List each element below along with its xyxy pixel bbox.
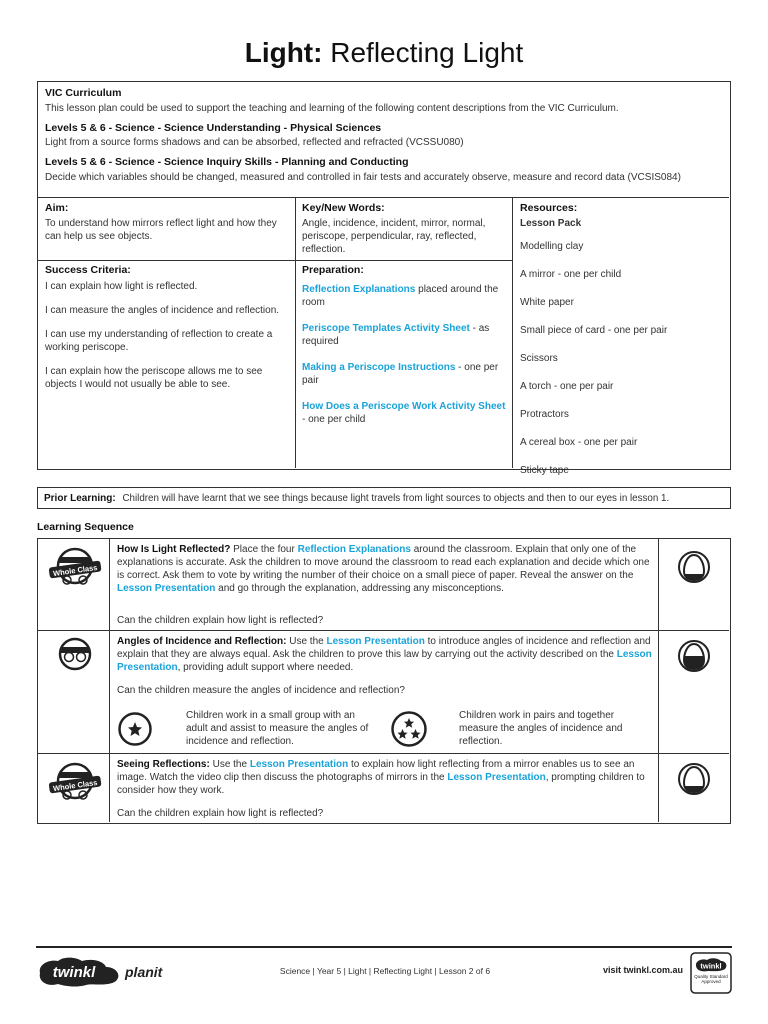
whole-class-badge-text: Whole Class	[52, 777, 98, 794]
whole-class-badge-text: Whole Class	[52, 562, 98, 579]
whole-class-icon	[47, 759, 103, 809]
success-criterion: I can explain how light is reflected.	[45, 280, 198, 292]
preparation-link[interactable]: Periscope Templates Activity Sheet	[302, 322, 470, 334]
footer-lesson-info: Science | Year 5 | Light | Reflecting Light | Lesson 2 of 6	[279, 966, 491, 976]
aim-section	[45, 202, 289, 243]
aim-text: To understand how mirrors reflect light and how they can help us see objects.	[45, 217, 277, 242]
assessment-question: Can the children measure the angles of incidence and reflection?	[117, 685, 405, 696]
preparation-heading: Preparation:	[302, 264, 364, 276]
lesson-presentation-link[interactable]: Lesson Presentation	[326, 636, 425, 647]
keywords-text: Angle, incidence, incident, mirror, normal, periscope, perpendicular, ray, reflected, reflection.	[302, 217, 486, 255]
preparation-item: Periscope Templates Activity Sheet - as required	[302, 322, 490, 347]
divider	[512, 197, 513, 468]
sequence-row-text: Seeing Reflections: Use the Lesson Presentation to explain how light reflecting from a mirror enables us to see an image. Watch the video clip then discuss the photographs of mirrors in the Lesson Presentation, prompting children to consider how they work.	[117, 759, 645, 796]
keywords-heading: Key/New Words:	[302, 202, 385, 214]
divider	[38, 753, 729, 754]
resource-item: White paper	[520, 296, 574, 308]
resource-item: Protractors	[520, 408, 569, 420]
success-criterion: I can explain how the periscope allows me to see objects I would not usually be able to see.	[45, 365, 263, 390]
success-criterion: I can use my understanding of reflection to create a working periscope.	[45, 328, 273, 353]
whole-class-icon	[47, 544, 103, 594]
three-star-icon	[390, 710, 428, 752]
resource-item: A mirror - one per child	[520, 268, 622, 280]
lesson-pack-link[interactable]: Lesson Pack	[520, 217, 582, 229]
quality-standard-badge	[690, 952, 732, 998]
lesson-presentation-link[interactable]: Lesson Presentation	[249, 759, 349, 770]
resource-item: Small piece of card - one per pair	[520, 324, 668, 336]
curriculum-item-text: Light from a source forms shadows and can be absorbed, reflected and refracted (VCSSU080)	[45, 137, 464, 149]
success-criterion: I can measure the angles of incidence and reflection.	[45, 304, 280, 316]
divider	[38, 197, 729, 198]
curriculum-item-text: Decide which variables should be changed, measured and controlled in fair tests and accurately observe, measure and record data (VCSIS084)	[45, 171, 681, 183]
divider	[658, 539, 659, 822]
preparation-link[interactable]: Making a Periscope Instructions	[302, 361, 456, 373]
lesson-presentation-link[interactable]: Lesson Presentation	[117, 583, 216, 594]
three-star-group-text: Children work in pairs and together measure the angles of incidence and reflection.	[459, 710, 623, 747]
resources-section	[520, 202, 725, 477]
prior-learning-box	[37, 487, 731, 509]
one-star-icon	[117, 711, 153, 751]
curriculum-item-heading: Levels 5 & 6 - Science - Science Understanding - Physical Sciences	[45, 121, 382, 134]
lesson-presentation-link[interactable]: Lesson Presentation	[117, 649, 652, 673]
resource-item: A torch - one per pair	[520, 380, 614, 392]
footer-rule	[36, 946, 732, 948]
curriculum-heading: VIC Curriculum	[45, 87, 122, 99]
lesson-presentation-link[interactable]: Lesson Presentation	[447, 772, 546, 783]
assessment-level-low-icon	[677, 759, 711, 803]
learning-sequence-heading: Learning Sequence	[37, 521, 134, 533]
resource-item: A cereal box - one per pair	[520, 436, 638, 448]
assessment-level-mid-icon	[677, 636, 711, 680]
twinkl-logo	[36, 955, 124, 991]
divider	[38, 630, 729, 631]
success-criteria-section	[45, 264, 289, 391]
planit-logo: planit	[125, 964, 163, 980]
divider	[295, 197, 296, 468]
badge-caption: Quality Standard Approved	[694, 974, 728, 984]
resources-heading: Resources:	[520, 202, 578, 214]
prior-learning-label: Prior Learning:	[44, 493, 116, 504]
resource-item: Sticky tape	[520, 464, 569, 476]
curriculum-item-heading: Levels 5 & 6 - Science - Science Inquiry Skills - Planning and Conducting	[45, 156, 409, 169]
preparation-item: Reflection Explanations placed around the room	[302, 283, 499, 308]
success-criteria-heading: Success Criteria:	[45, 264, 131, 276]
one-star-group-text: Children work in a small group with an adult and assist to measure the angles of incidence and reflection.	[186, 710, 369, 747]
prior-learning-text: Children will have learnt that we see things because light travels from light sources to objects and then to our eyes in lesson 1.	[122, 493, 670, 504]
resource-item: Scissors	[520, 352, 558, 364]
curriculum-section	[45, 87, 725, 184]
reflection-explanations-link[interactable]: Reflection Explanations	[297, 544, 411, 555]
preparation-link[interactable]: How Does a Periscope Work Activity Sheet	[302, 400, 506, 412]
twinkl-logo-text: twinkl	[52, 964, 96, 981]
preparation-item: Making a Periscope Instructions - one per pair	[302, 361, 499, 386]
lesson-overview-box	[37, 81, 731, 476]
sequence-row-text: Angles of Incidence and Reflection: Use the Lesson Presentation to introduce angles of incidence and reflection and explain that they are always equal. Ask the children to prove this law by carrying out the activity described on the Lesson Presentation, providing adult support where needed.	[117, 636, 652, 673]
svg-text:twinkl: twinkl	[700, 961, 722, 971]
assessment-question: Can the children explain how light is reflected?	[117, 615, 324, 626]
preparation-link[interactable]: Reflection Explanations	[302, 283, 416, 295]
footer-website-link[interactable]: visit twinkl.com.au	[602, 965, 683, 975]
preparation-item: How Does a Periscope Work Activity Sheet - one per child	[302, 400, 506, 425]
aim-heading: Aim:	[45, 202, 69, 214]
preparation-section	[302, 264, 506, 426]
curriculum-intro: This lesson plan could be used to support the teaching and learning of the following content descriptions from the VIC Curriculum.	[45, 102, 619, 114]
assessment-question: Can the children explain how light is reflected?	[117, 808, 324, 819]
assessment-level-low-icon	[677, 547, 711, 591]
learning-sequence-table	[37, 538, 731, 824]
divider	[109, 539, 110, 822]
paired-work-icon	[53, 637, 97, 675]
resource-item: Modelling clay	[520, 240, 584, 252]
page-title: Light: Reflecting Light	[244, 37, 524, 68]
keywords-section	[302, 202, 506, 256]
sequence-row-text: How Is Light Reflected? Place the four Reflection Explanations around the classroom. Explain that only one of the explanations is accurate. Ask the children to move around the classroom to read each explanation and decide which one is correct. Ask them to vote by writing the number of their choice on a small piece of paper. Reveal the answer on the Lesson Presentation and go through the explanation, addressing any misconceptions.	[117, 544, 650, 594]
divider	[38, 260, 512, 261]
